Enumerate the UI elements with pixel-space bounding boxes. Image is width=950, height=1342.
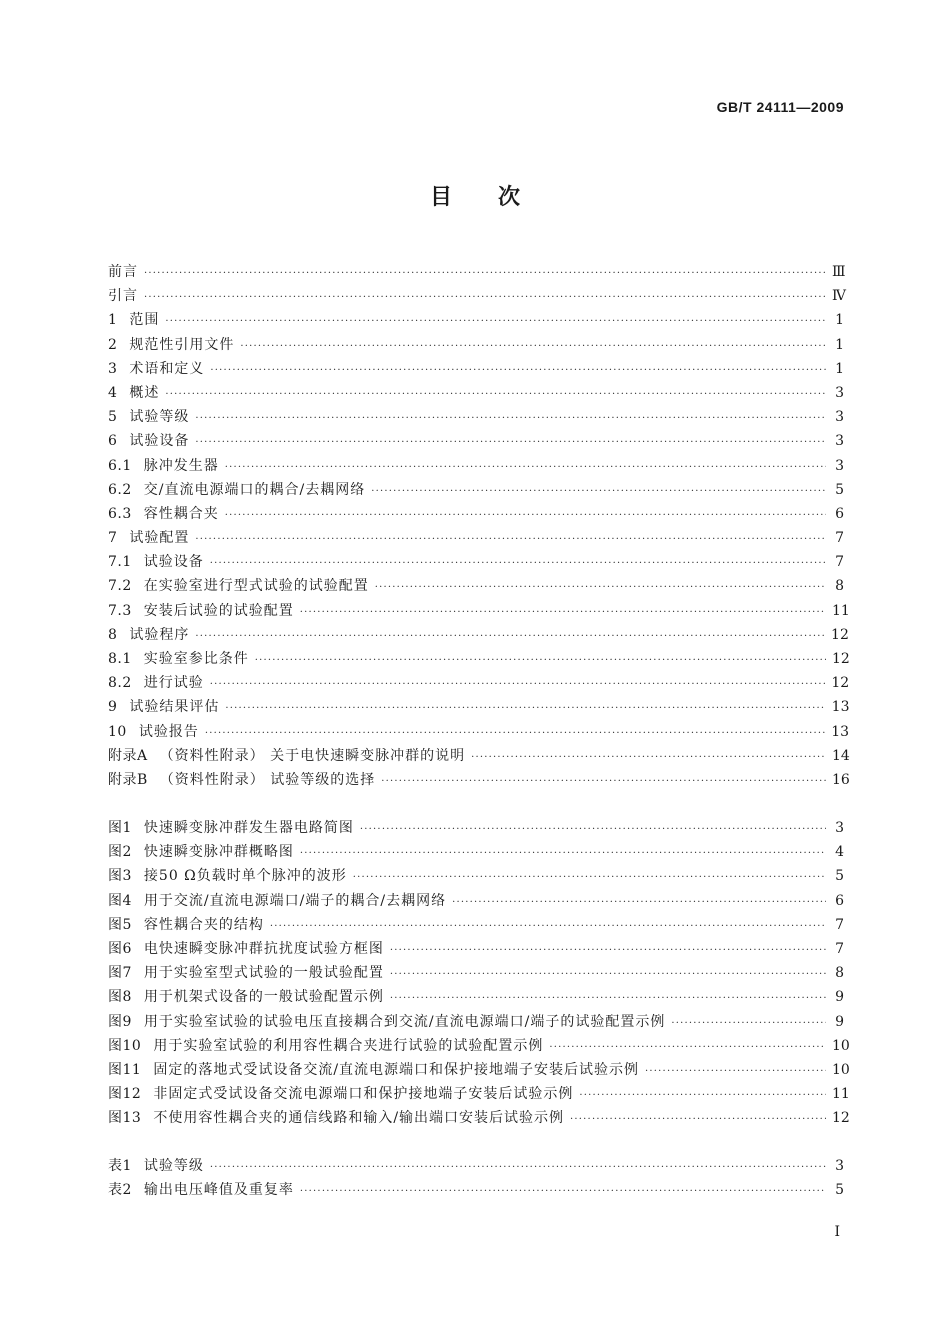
toc-entry-page: 9 bbox=[835, 1013, 844, 1030]
toc-entry-label: 实验室参比条件 bbox=[143, 651, 249, 667]
toc-entry-page: 12 bbox=[831, 626, 849, 643]
toc-entry-number: 5 bbox=[108, 409, 118, 426]
toc-entry-number: 7.3 bbox=[108, 602, 132, 619]
toc-entry-label: 在实验室进行型式试验的试验配置 bbox=[143, 578, 369, 595]
toc-entry-number: 附录B bbox=[108, 771, 148, 788]
toc-entry-page: 12 bbox=[832, 1110, 850, 1127]
toc-entry-number: 图11 bbox=[108, 1061, 142, 1078]
toc-entry-number: 附录A bbox=[108, 747, 148, 764]
toc-entry-number: 图10 bbox=[108, 1037, 142, 1054]
toc-entry[interactable] bbox=[108, 478, 844, 502]
toc-entry-number: 图6 bbox=[108, 940, 132, 957]
toc-entry-page: 3 bbox=[835, 409, 844, 426]
toc-entry-page: 1 bbox=[835, 336, 844, 353]
dot-leader bbox=[270, 915, 826, 939]
toc-entry-label: 试验配置 bbox=[129, 530, 190, 547]
toc-entry-label: 固定的落地式受试设备交流/直流电源端口和保护接地端子安装后试验示例 bbox=[153, 1061, 640, 1078]
toc-entry-label: 试验等级 bbox=[129, 409, 190, 426]
toc-entry-number: 图2 bbox=[108, 844, 132, 861]
dot-leader bbox=[390, 987, 826, 1011]
toc-figures-list bbox=[108, 816, 850, 1130]
toc-entry[interactable] bbox=[108, 454, 844, 478]
toc-entry[interactable] bbox=[108, 526, 844, 550]
toc-entry[interactable] bbox=[108, 1178, 844, 1202]
toc-entry-label: 快速瞬变脉冲群发生器电路简图 bbox=[143, 820, 354, 836]
dot-leader bbox=[549, 1036, 826, 1060]
toc-entry-page: Ⅲ bbox=[832, 264, 846, 280]
toc-entry-page: 3 bbox=[835, 457, 844, 474]
dot-leader bbox=[360, 818, 826, 842]
toc-entry-page: 7 bbox=[835, 940, 844, 957]
toc-entry-number: 图7 bbox=[108, 965, 132, 982]
toc-entry-label: 用于实验室试验的试验电压直接耦合到交流/直流电源端口/端子的试验配置示例 bbox=[143, 1013, 666, 1030]
toc-entry-number: 图9 bbox=[108, 1013, 132, 1030]
toc-entry[interactable] bbox=[108, 937, 844, 961]
dot-leader bbox=[210, 359, 826, 383]
toc-entry-page: 14 bbox=[832, 747, 850, 764]
toc-entry-number: 图5 bbox=[108, 916, 132, 933]
toc-entry-number: 图8 bbox=[108, 989, 132, 1006]
dot-leader bbox=[255, 649, 826, 673]
toc-entry-page: 12 bbox=[832, 651, 850, 667]
toc-entry[interactable] bbox=[108, 1058, 850, 1082]
dot-leader bbox=[144, 262, 826, 286]
toc-entry-label: 脉冲发生器 bbox=[143, 457, 219, 474]
dot-leader bbox=[371, 480, 826, 504]
toc-entry-label: 试验设备 bbox=[129, 433, 190, 450]
toc-entry-label: 试验设备 bbox=[143, 554, 204, 571]
toc-entry-label: 用于实验室试验的利用容性耦合夹进行试验的试验配置示例 bbox=[153, 1037, 544, 1054]
toc-entry[interactable] bbox=[108, 599, 850, 623]
standard-code: GB/T 24111—2009 bbox=[716, 99, 844, 115]
toc-entry[interactable] bbox=[108, 405, 844, 429]
toc-entry-page: 12 bbox=[831, 675, 850, 692]
toc-entry-number: 6.1 bbox=[108, 457, 132, 474]
toc-entry-number: 10 bbox=[108, 723, 127, 740]
toc-entry[interactable] bbox=[108, 1010, 844, 1034]
dot-leader bbox=[645, 1060, 826, 1084]
toc-entry-label: 进行试验 bbox=[143, 675, 204, 692]
toc-entry-label: 术语和定义 bbox=[129, 360, 205, 377]
toc-entry-number: 2 bbox=[108, 336, 118, 353]
toc-entry-page: 8 bbox=[835, 578, 844, 595]
toc-entry-label: 范围 bbox=[129, 312, 160, 329]
toc-entry[interactable] bbox=[108, 720, 850, 744]
dot-leader bbox=[165, 310, 826, 334]
toc-entry-page: 8 bbox=[835, 965, 844, 982]
dot-leader bbox=[210, 1156, 826, 1180]
toc-entry-page: 3 bbox=[835, 1158, 844, 1174]
toc-entry-label: 接50 Ω负载时单个脉冲的波形 bbox=[143, 868, 347, 885]
toc-entry[interactable] bbox=[108, 1082, 850, 1106]
toc-entry-label: 试验程序 bbox=[129, 626, 190, 643]
toc-entry-label: 规范性引用文件 bbox=[129, 336, 235, 353]
toc-entry[interactable] bbox=[108, 889, 844, 913]
toc-entry[interactable] bbox=[108, 695, 850, 719]
toc-entry-page: 5 bbox=[835, 1182, 844, 1199]
toc-entry-number: 3 bbox=[108, 360, 118, 377]
toc-entry-page: 3 bbox=[835, 820, 844, 836]
dot-leader bbox=[165, 383, 826, 407]
toc-entry-page: 13 bbox=[831, 723, 850, 740]
toc-entry-page: 7 bbox=[835, 554, 844, 571]
dot-leader bbox=[225, 697, 825, 721]
toc-entry-number: 表1 bbox=[108, 1158, 132, 1174]
toc-entry[interactable] bbox=[108, 284, 844, 308]
toc-entry-page: 6 bbox=[835, 505, 844, 522]
dot-leader bbox=[390, 939, 826, 963]
toc-entry-page: 7 bbox=[835, 530, 844, 547]
toc-entry-label: 概述 bbox=[129, 384, 160, 401]
toc-entry[interactable] bbox=[108, 647, 850, 671]
toc-entry[interactable] bbox=[108, 864, 844, 888]
toc-entry-number: 表2 bbox=[108, 1182, 132, 1199]
toc-entry[interactable] bbox=[108, 671, 850, 695]
toc-entry-number: 8.2 bbox=[108, 675, 132, 692]
dot-leader bbox=[671, 1012, 826, 1036]
toc-entry[interactable] bbox=[108, 816, 844, 840]
toc-entry[interactable] bbox=[108, 623, 849, 647]
dot-leader bbox=[210, 552, 826, 576]
toc-entry-page: 11 bbox=[832, 1086, 850, 1103]
dot-leader bbox=[210, 673, 826, 697]
toc-entry[interactable] bbox=[108, 381, 844, 405]
toc-entry[interactable] bbox=[108, 1106, 850, 1130]
toc-entry-number: 图12 bbox=[108, 1086, 142, 1103]
dot-leader bbox=[570, 1108, 826, 1132]
toc-entry-number: 8.1 bbox=[108, 651, 132, 667]
toc-entry-page: 5 bbox=[835, 868, 844, 885]
toc-entry-label: 容性耦合夹的结构 bbox=[143, 916, 264, 933]
toc-entry-page: 13 bbox=[831, 699, 850, 716]
toc-entry-page: 3 bbox=[835, 433, 844, 450]
toc-entry-number: 图13 bbox=[108, 1110, 142, 1127]
toc-entry[interactable] bbox=[108, 308, 844, 332]
toc-entry[interactable] bbox=[108, 913, 844, 937]
toc-main-list bbox=[108, 260, 850, 792]
toc-entry-label: 电快速瞬变脉冲群抗扰度试验方框图 bbox=[143, 940, 384, 957]
toc-entry-number: 图1 bbox=[108, 820, 132, 836]
toc-entry-page: 10 bbox=[832, 1037, 850, 1054]
toc-entry-page: 3 bbox=[835, 384, 844, 401]
toc-entry-label: 试验结果评估 bbox=[129, 699, 220, 716]
toc-entry-label: （资料性附录） 试验等级的选择 bbox=[159, 771, 376, 788]
toc-entry-number: 1 bbox=[108, 312, 118, 329]
toc-entry-number: 4 bbox=[108, 384, 118, 401]
toc-entry-page: 16 bbox=[832, 771, 850, 788]
toc-entry[interactable] bbox=[108, 1034, 850, 1058]
toc-entry-label: 用于交流/直流电源端口/端子的耦合/去耦网络 bbox=[143, 892, 447, 909]
toc-entry-page: 5 bbox=[835, 481, 844, 498]
toc-entry[interactable] bbox=[108, 1154, 844, 1178]
dot-leader bbox=[300, 842, 826, 866]
dot-leader bbox=[240, 335, 826, 359]
dot-leader bbox=[195, 528, 826, 552]
dot-leader bbox=[195, 431, 826, 455]
toc-entry-label: 不使用容性耦合夹的通信线路和输入/输出端口安装后试验示例 bbox=[153, 1110, 565, 1127]
dot-leader bbox=[225, 504, 826, 528]
toc-entry-number: 6 bbox=[108, 433, 118, 450]
toc-entry-page: 6 bbox=[835, 892, 844, 909]
dot-leader bbox=[195, 407, 826, 431]
dot-leader bbox=[300, 1180, 826, 1204]
toc-entry[interactable] bbox=[108, 961, 844, 985]
dot-leader bbox=[452, 891, 826, 915]
toc-entry-label: 安装后试验的试验配置 bbox=[143, 602, 294, 619]
toc-entry-page: 1 bbox=[835, 312, 844, 329]
toc-entry-number: 6.2 bbox=[108, 481, 132, 498]
toc-entry-label: 用于实验室型式试验的一般试验配置 bbox=[143, 965, 384, 982]
toc-entry-label: 交/直流电源端口的耦合/去耦网络 bbox=[143, 481, 366, 498]
toc-entry-label: 快速瞬变脉冲群概略图 bbox=[143, 844, 294, 861]
toc-entry-page: 4 bbox=[835, 844, 844, 861]
toc-entry-page: 9 bbox=[835, 989, 844, 1006]
page-number: Ⅰ bbox=[834, 1224, 840, 1240]
toc-entry[interactable] bbox=[108, 333, 844, 357]
toc-entry[interactable] bbox=[108, 550, 844, 574]
toc-entry-label: （资料性附录） 关于电快速瞬变脉冲群的说明 bbox=[159, 747, 466, 764]
toc-entry[interactable] bbox=[108, 357, 844, 381]
dot-leader bbox=[579, 1084, 826, 1108]
toc-entry-number: 8 bbox=[108, 626, 118, 643]
page-title: 目次 bbox=[429, 185, 566, 210]
toc-entry[interactable] bbox=[108, 840, 844, 864]
dot-leader bbox=[195, 625, 825, 649]
dot-leader bbox=[353, 866, 826, 890]
dot-leader bbox=[381, 770, 826, 794]
toc-entry-page: 11 bbox=[832, 602, 850, 619]
toc-entry-label: 试验报告 bbox=[138, 723, 199, 740]
toc-entry-page: 10 bbox=[832, 1061, 850, 1078]
toc-entry-number: 7.2 bbox=[108, 578, 132, 595]
toc-entry-label: 前言 bbox=[108, 264, 138, 280]
dot-leader bbox=[205, 722, 825, 746]
toc-entry[interactable] bbox=[108, 985, 844, 1009]
toc-entry-label: 非固定式受试设备交流电源端口和保护接地端子安装后试验示例 bbox=[153, 1086, 574, 1103]
toc-tables-list bbox=[108, 1154, 844, 1202]
toc-entry-page: Ⅳ bbox=[832, 288, 846, 305]
dot-leader bbox=[390, 963, 826, 987]
toc-entry[interactable] bbox=[108, 502, 844, 526]
toc-entry-label: 试验等级 bbox=[143, 1158, 204, 1174]
toc-entry-label: 引言 bbox=[108, 288, 138, 305]
toc-entry-label: 输出电压峰值及重复率 bbox=[143, 1182, 294, 1199]
toc-entry-number: 6.3 bbox=[108, 505, 132, 522]
dot-leader bbox=[225, 456, 826, 480]
toc-entry[interactable] bbox=[108, 574, 844, 598]
toc-entry[interactable] bbox=[108, 744, 850, 768]
toc-entry-number: 图4 bbox=[108, 892, 132, 909]
toc-entry-number: 图3 bbox=[108, 868, 132, 885]
toc-entry-number: 9 bbox=[108, 699, 118, 716]
toc-entry-number: 7 bbox=[108, 530, 118, 547]
dot-leader bbox=[300, 601, 826, 625]
toc-entry-label: 用于机架式设备的一般试验配置示例 bbox=[143, 989, 384, 1006]
toc-entry-page: 7 bbox=[835, 916, 844, 933]
dot-leader bbox=[144, 286, 826, 310]
dot-leader bbox=[471, 746, 826, 770]
toc-entry-page: 1 bbox=[835, 360, 844, 377]
dot-leader bbox=[375, 576, 826, 600]
toc-entry-label: 容性耦合夹 bbox=[143, 505, 219, 522]
toc-entry[interactable] bbox=[108, 768, 850, 792]
toc-entry[interactable] bbox=[108, 429, 844, 453]
toc-entry[interactable] bbox=[108, 260, 844, 284]
toc-entry-number: 7.1 bbox=[108, 554, 132, 571]
